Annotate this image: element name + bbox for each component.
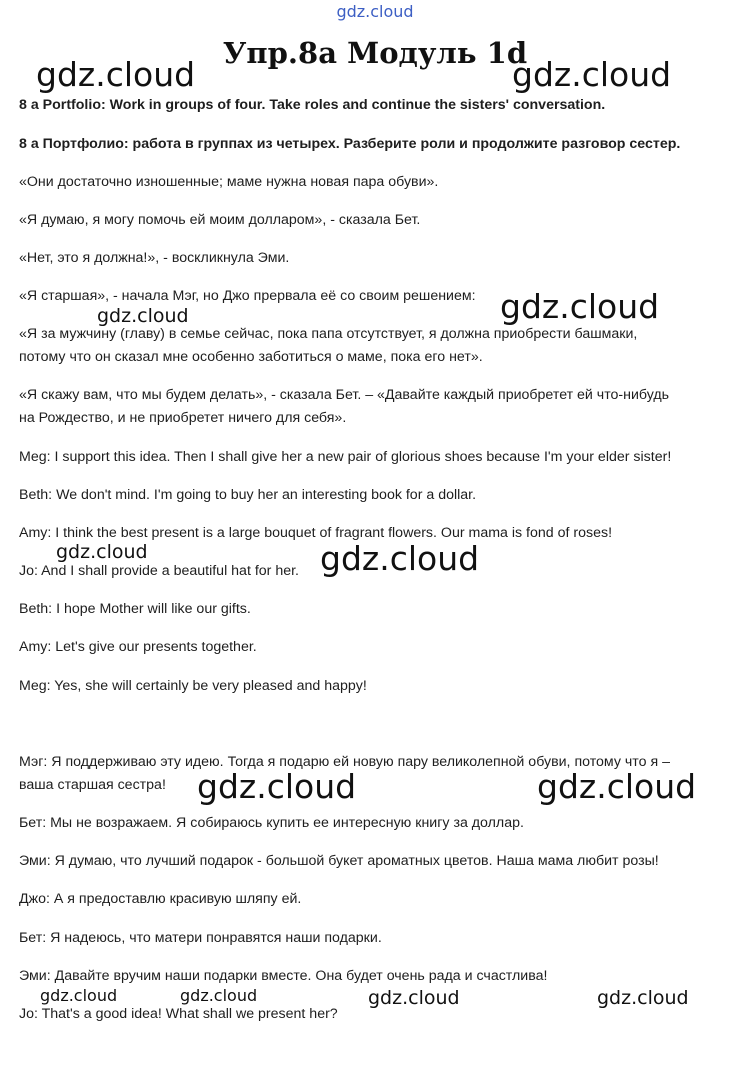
- dialogue-line: Jo: That's a good idea! What shall we present her?: [19, 1006, 338, 1022]
- text-line: «Они достаточно изношенные; маме нужна новая пара обуви».: [19, 174, 439, 190]
- dialogue-line: Meg: Yes, she will certainly be very pleased and happy!: [19, 678, 367, 694]
- watermark: gdz.cloud: [320, 539, 480, 578]
- watermark: gdz.cloud: [36, 55, 196, 94]
- dialogue-line: Бет: Я надеюсь, что матери понравятся наши подарки.: [19, 930, 382, 946]
- dialogue-line: Джо: А я предоставлю красивую шляпу ей.: [19, 891, 302, 907]
- watermark: gdz.cloud: [597, 987, 689, 1009]
- page-title: Упр.8а Модуль 1d: [222, 36, 528, 70]
- dialogue-line: Amy: I think the best present is a large bouquet of fragrant flowers. Our mama is fond of roses!: [19, 525, 613, 541]
- text-line: потому что он сказал мне особенно заботиться о маме, пока его нет».: [19, 349, 483, 365]
- text-line: «Я думаю, я могу помочь ей моим долларом», - сказала Бет.: [19, 212, 421, 228]
- text-line: «Я старшая», - начала Мэг, но Джо прервала её со своим решением:: [19, 288, 476, 304]
- dialogue-line: ваша старшая сестра!: [19, 777, 166, 793]
- dialogue-line: Beth: We don't mind. I'm going to buy her an interesting book for a dollar.: [19, 487, 477, 503]
- heading-russian: 8 а Портфолио: работа в группах из четырех. Разберите роли и продолжите разговор сестер.: [19, 136, 681, 152]
- top-watermark: gdz.cloud: [336, 2, 414, 21]
- dialogue-line: Бет: Мы не возражаем. Я собираюсь купить ее интересную книгу за доллар.: [19, 815, 524, 831]
- dialogue-line: Эми: Давайте вручим наши подарки вместе. Она будет очень рада и счастлива!: [19, 968, 548, 984]
- watermark: gdz.cloud: [368, 987, 460, 1009]
- text-line: «Нет, это я должна!», - воскликнула Эми.: [19, 250, 290, 266]
- watermark: gdz.cloud: [537, 767, 697, 806]
- watermark: gdz.cloud: [197, 767, 357, 806]
- watermark: gdz.cloud: [512, 55, 672, 94]
- watermark: gdz.cloud: [56, 541, 148, 563]
- watermark: gdz.cloud: [180, 986, 258, 1005]
- text-line: «Я за мужчину (главу) в семье сейчас, пока папа отсутствует, я должна приобрести башмаки,: [19, 326, 638, 342]
- dialogue-line: Beth: I hope Mother will like our gifts.: [19, 601, 251, 617]
- watermark: gdz.cloud: [97, 305, 189, 327]
- dialogue-line: Amy: Let's give our presents together.: [19, 639, 257, 655]
- watermark: gdz.cloud: [500, 287, 660, 326]
- dialogue-line: Meg: I support this idea. Then I shall give her a new pair of glorious shoes because I'm your elder sister!: [19, 449, 672, 465]
- heading-english: 8 a Portfolio: Work in groups of four. Take roles and continue the sisters' conversation.: [19, 97, 606, 113]
- dialogue-line: Эми: Я думаю, что лучший подарок - большой букет ароматных цветов. Наша мама любит розы!: [19, 853, 659, 869]
- dialogue-line: Мэг: Я поддерживаю эту идею. Тогда я подарю ей новую пару великолепной обуви, потому что я –: [19, 754, 670, 770]
- text-line: на Рождество, и не приобретет ничего для себя».: [19, 410, 347, 426]
- text-line: «Я скажу вам, что мы будем делать», - сказала Бет. – «Давайте каждый приобретет ей что-нибудь: [19, 387, 670, 403]
- watermark: gdz.cloud: [40, 986, 118, 1005]
- dialogue-line: Jo: And I shall provide a beautiful hat for her.: [19, 563, 299, 579]
